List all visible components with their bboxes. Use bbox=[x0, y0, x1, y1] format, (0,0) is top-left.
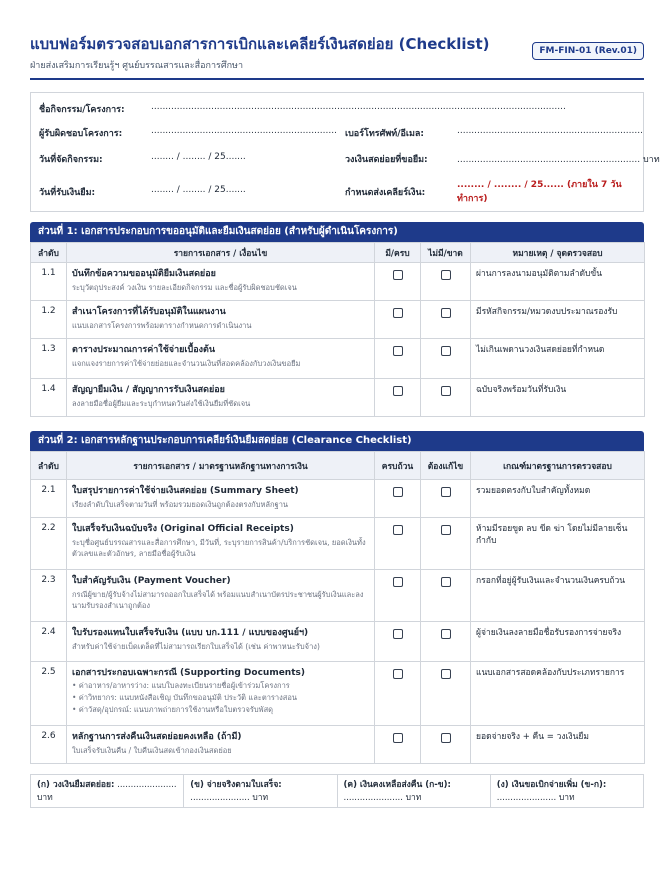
row-number: 2.6 bbox=[31, 726, 67, 764]
row-note: มีรหัสกิจกรรม/หมวดงบประมาณรองรับ bbox=[471, 301, 645, 339]
missing-cell bbox=[421, 339, 471, 379]
item-description: ใบเสร็จรับเงินคืน / ใบคืนเงินสดเข้ากองเงินสดย่อย bbox=[72, 746, 232, 755]
row-number: 1.3 bbox=[31, 339, 67, 379]
item-description: ระบุชื่อศูนย์บรรณสารและสื่อการศึกษา, มีวันที่, ระบุรายการสินค้า/บริการชัดเจน, ยอดเงินทั้งตัวเลขและตัวอักษร, ลายมือชื่อผู้รับเงิน bbox=[72, 538, 366, 558]
item-title: บันทึกข้อความขออนุมัติยืมเงินสดย่อย bbox=[72, 269, 216, 279]
fix-cell bbox=[421, 726, 471, 764]
missing-checkbox[interactable] bbox=[441, 308, 451, 318]
item-description: ระบุวัตถุประสงค์ วงเงิน รายละเอียดกิจกรรม และชื่อผู้รับผิดชอบชัดเจน bbox=[72, 283, 297, 292]
row-number: 1.2 bbox=[31, 301, 67, 339]
info-row-owner bbox=[39, 123, 643, 141]
item-title: ใบเสร็จรับเงินฉบับจริง (Original Official Receipts) bbox=[72, 524, 294, 534]
fix-cell bbox=[421, 518, 471, 570]
item-description: แจกแจงรายการค่าใช้จ่ายย่อยและจำนวนเงินที่สอดคล้องกับวงเงินขอยืม bbox=[72, 359, 301, 368]
project-info-box bbox=[30, 92, 660, 212]
table-row bbox=[31, 301, 645, 339]
part1-header: ส่วนที่ 1: เอกสารประกอบการขออนุมัติและยืมเงินสดย่อย (สำหรับผู้ดำเนินโครงการ) bbox=[30, 222, 644, 242]
item-list-entry: • ค่าวัสดุ/อุปกรณ์: แนบภาพถ่ายการใช้งานหรือใบตรวจรับพัสดุ bbox=[72, 705, 274, 714]
have-checkbox[interactable] bbox=[393, 346, 403, 356]
row-item bbox=[67, 301, 375, 339]
row-number: 2.2 bbox=[31, 518, 67, 570]
owner-label: ผู้รับผิดชอบโครงการ: bbox=[39, 129, 123, 139]
row-number: 2.4 bbox=[31, 622, 67, 662]
row-number: 2.3 bbox=[31, 570, 67, 622]
have-cell bbox=[375, 339, 421, 379]
due-label: กำหนดส่งเคลียร์เงิน: bbox=[345, 188, 426, 198]
item-title: ตารางประมาณการค่าใช้จ่ายเบื้องต้น bbox=[72, 345, 215, 355]
fix-checkbox[interactable] bbox=[441, 669, 451, 679]
fix-cell bbox=[421, 662, 471, 726]
table-row bbox=[31, 622, 645, 662]
date-label: วันที่จัดกิจกรรม: bbox=[39, 155, 103, 165]
received-field[interactable]: ........ / ........ / 25....... bbox=[151, 185, 246, 195]
col-header-complete: ครบถ้วน bbox=[375, 452, 421, 480]
item-title: สำเนาโครงการที่ได้รับอนุมัติในแผนงาน bbox=[72, 307, 226, 317]
row-note: รวมยอดตรงกับใบสำคัญทั้งหมด bbox=[471, 480, 645, 518]
table-row bbox=[31, 570, 645, 622]
summary-spent bbox=[184, 775, 337, 807]
row-note: ผู้จ่ายเงินลงลายมือชื่อรับรองการจ่ายจริง bbox=[471, 622, 645, 662]
fix-checkbox[interactable] bbox=[441, 525, 451, 535]
row-note: แนบเอกสารสอดคล้องกับประเภทรายการ bbox=[471, 662, 645, 726]
row-note: ไม่เกินเพดานวงเงินสดย่อยที่กำหนด bbox=[471, 339, 645, 379]
have-checkbox[interactable] bbox=[393, 308, 403, 318]
col-header-no: ลำดับ bbox=[31, 243, 67, 263]
fix-cell bbox=[421, 622, 471, 662]
summary-extra-field[interactable]: ...................... บาท bbox=[496, 793, 575, 803]
complete-checkbox[interactable] bbox=[393, 487, 403, 497]
table-row bbox=[31, 480, 645, 518]
summary-return-field[interactable]: ...................... บาท bbox=[343, 793, 422, 803]
missing-cell bbox=[421, 263, 471, 301]
item-description: กรณีผู้ขาย/ผู้รับจ้างไม่สามารถออกใบเสร็จได้ พร้อมแนบสำเนาบัตรประชาชนผู้รับเงินและลงนามรับรองสำเนาถูกต้อง bbox=[72, 590, 364, 610]
complete-cell bbox=[375, 662, 421, 726]
row-number: 1.1 bbox=[31, 263, 67, 301]
fix-cell bbox=[421, 570, 471, 622]
activity-label: ชื่อกิจกรรม/โครงการ: bbox=[39, 105, 125, 115]
due-field[interactable]: ........ / ........ / 25...... (ภายใน 7 วันทำการ) bbox=[457, 180, 622, 204]
fix-checkbox[interactable] bbox=[441, 629, 451, 639]
have-cell bbox=[375, 301, 421, 339]
amount-label: วงเงินสดย่อยที่ขอยืม: bbox=[345, 155, 428, 165]
item-title: เอกสารประกอบเฉพาะกรณี (Supporting Documents) bbox=[72, 668, 305, 678]
table-row bbox=[31, 518, 645, 570]
item-description: แนบเอกสารโครงการพร้อมตารางกำหนดการดำเนินงาน bbox=[72, 321, 252, 330]
summary-return bbox=[338, 775, 491, 807]
fix-checkbox[interactable] bbox=[441, 577, 451, 587]
have-cell bbox=[375, 263, 421, 301]
amount-field[interactable]: ................................................................ บาท bbox=[457, 155, 660, 165]
row-note: กรอกที่อยู่ผู้รับเงินและจำนวนเงินครบถ้วน bbox=[471, 570, 645, 622]
row-number: 2.1 bbox=[31, 480, 67, 518]
row-note: ยอดจ่ายจริง + คืน = วงเงินยืม bbox=[471, 726, 645, 764]
item-description: ลงลายมือชื่อผู้ยืมและระบุกำหนดวันส่งใช้เงินยืมที่ชัดเจน bbox=[72, 399, 251, 408]
complete-cell bbox=[375, 480, 421, 518]
row-item bbox=[67, 622, 375, 662]
item-title: ใบสรุปรายการค่าใช้จ่ายเงินสดย่อย (Summary Sheet) bbox=[72, 486, 299, 496]
row-item bbox=[67, 480, 375, 518]
complete-checkbox[interactable] bbox=[393, 669, 403, 679]
owner-field[interactable]: ................................................................. bbox=[151, 126, 337, 136]
missing-checkbox[interactable] bbox=[441, 386, 451, 396]
summary-label: (ง) เงินขอเบิกจ่ายเพิ่ม (ข-ก): bbox=[496, 780, 607, 790]
form-header bbox=[30, 30, 644, 80]
col-header-fix: ต้องแก้ไข bbox=[421, 452, 471, 480]
financial-summary bbox=[30, 774, 644, 808]
part2-header: ส่วนที่ 2: เอกสารหลักฐานประกอบการเคลียร์เงินยืมสดย่อย (Clearance Checklist) bbox=[30, 431, 644, 451]
item-description: สำหรับค่าใช้จ่ายเบ็ดเตล็ดที่ไม่สามารถเรียกใบเสร็จได้ (เช่น ค่าพาหนะรับจ้าง) bbox=[72, 642, 320, 651]
row-item bbox=[67, 518, 375, 570]
item-list-entry: • ค่าอาหาร/อาหารว่าง: แนบใบลงทะเบียนรายชื่อผู้เข้าร่วมโครงการ bbox=[72, 681, 290, 690]
col-header-no: ลำดับ bbox=[31, 452, 67, 480]
missing-cell bbox=[421, 379, 471, 417]
part2-table bbox=[30, 451, 645, 764]
col-header-have: มี/ครบ bbox=[375, 243, 421, 263]
row-note: ผ่านการลงนามอนุมัติตามลำดับขั้น bbox=[471, 263, 645, 301]
summary-spent-field[interactable]: ...................... บาท bbox=[190, 793, 269, 803]
col-header-item: รายการเอกสาร / เงื่อนไข bbox=[67, 243, 375, 263]
row-item bbox=[67, 263, 375, 301]
row-number: 1.4 bbox=[31, 379, 67, 417]
phone-field[interactable]: ................................................................. bbox=[457, 126, 643, 136]
fix-checkbox[interactable] bbox=[441, 487, 451, 497]
row-item bbox=[67, 570, 375, 622]
summary-label: (ค) เงินคงเหลือส่งคืน (ก-ข): bbox=[343, 780, 451, 790]
summary-borrowed bbox=[31, 775, 184, 807]
table-row bbox=[31, 379, 645, 417]
fix-checkbox[interactable] bbox=[441, 733, 451, 743]
col-header-note: หมายเหตุ / จุดตรวจสอบ bbox=[471, 243, 645, 263]
form-code-badge: FM-FIN-01 (Rev.01) bbox=[532, 42, 644, 60]
info-row-date bbox=[39, 149, 660, 167]
complete-cell bbox=[375, 726, 421, 764]
missing-cell bbox=[421, 301, 471, 339]
received-label: วันที่รับเงินยืม: bbox=[39, 188, 96, 198]
row-item bbox=[67, 339, 375, 379]
activity-field[interactable]: ................................................................................................................................................. bbox=[151, 102, 566, 112]
row-note: ห้ามมีรอยขูด ลบ ขีด ฆ่า โดยไม่มีลายเซ็นกำกับ bbox=[471, 518, 645, 570]
row-note: ฉบับจริงพร้อมวันที่รับเงิน bbox=[471, 379, 645, 417]
complete-checkbox[interactable] bbox=[393, 733, 403, 743]
col-header-criteria: เกณฑ์มาตรฐานการตรวจสอบ bbox=[471, 452, 645, 480]
complete-checkbox[interactable] bbox=[393, 577, 403, 587]
have-checkbox[interactable] bbox=[393, 386, 403, 396]
phone-label: เบอร์โทรศัพท์/อีเมล: bbox=[345, 129, 425, 139]
summary-label: (ข) จ่ายจริงตามใบเสร็จ: bbox=[190, 780, 282, 790]
part1-table bbox=[30, 242, 645, 417]
summary-borrowed-field[interactable]: ...................... บาท bbox=[37, 780, 177, 803]
item-title: ใบรับรองแทนใบเสร็จรับเงิน (แบบ บก.111 / แบบของศูนย์ฯ) bbox=[72, 628, 309, 638]
missing-checkbox[interactable] bbox=[441, 346, 451, 356]
table-row bbox=[31, 662, 645, 726]
item-title: ใบสำคัญรับเงิน (Payment Voucher) bbox=[72, 576, 231, 586]
row-item bbox=[67, 379, 375, 417]
page-title: แบบฟอร์มตรวจสอบเอกสารการเบิกและเคลียร์เงินสดย่อย (Checklist) bbox=[30, 35, 490, 53]
have-cell bbox=[375, 379, 421, 417]
complete-checkbox[interactable] bbox=[393, 629, 403, 639]
date-field[interactable]: ........ / ........ / 25....... bbox=[151, 152, 246, 162]
missing-checkbox[interactable] bbox=[441, 270, 451, 280]
page-subtitle: ฝ่ายส่งเสริมการเรียนรู้ฯ ศูนย์บรรณสารและสื่อการศึกษา bbox=[30, 61, 244, 71]
complete-cell bbox=[375, 570, 421, 622]
complete-cell bbox=[375, 622, 421, 662]
fix-cell bbox=[421, 480, 471, 518]
complete-cell bbox=[375, 518, 421, 570]
info-row-received bbox=[39, 175, 635, 209]
col-header-item: รายการเอกสาร / มาตรฐานหลักฐานทางการเงิน bbox=[67, 452, 375, 480]
table-row bbox=[31, 339, 645, 379]
item-title: หลักฐานการส่งคืนเงินสดย่อยคงเหลือ (ถ้ามี) bbox=[72, 732, 242, 742]
item-list-entry: • ค่าวิทยากร: แนบหนังสือเชิญ บันทึกขออนุมัติ ประวัติ และตารางสอน bbox=[72, 693, 298, 702]
have-checkbox[interactable] bbox=[393, 270, 403, 280]
table-row bbox=[31, 263, 645, 301]
row-number: 2.5 bbox=[31, 662, 67, 726]
col-header-missing: ไม่มี/ขาด bbox=[421, 243, 471, 263]
complete-checkbox[interactable] bbox=[393, 525, 403, 535]
checklist-form bbox=[30, 30, 660, 808]
row-item bbox=[67, 662, 375, 726]
row-item bbox=[67, 726, 375, 764]
summary-extra bbox=[491, 775, 643, 807]
info-row-activity bbox=[39, 99, 635, 117]
item-description: เรียงลำดับใบเสร็จตามวันที่ พร้อมรวมยอดเงินถูกต้องตรงกับหลักฐาน bbox=[72, 500, 289, 509]
item-title: สัญญายืมเงิน / สัญญาการรับเงินสดย่อย bbox=[72, 385, 225, 395]
table-row bbox=[31, 726, 645, 764]
summary-label: (ก) วงเงินยืมสดย่อย: bbox=[37, 780, 115, 790]
